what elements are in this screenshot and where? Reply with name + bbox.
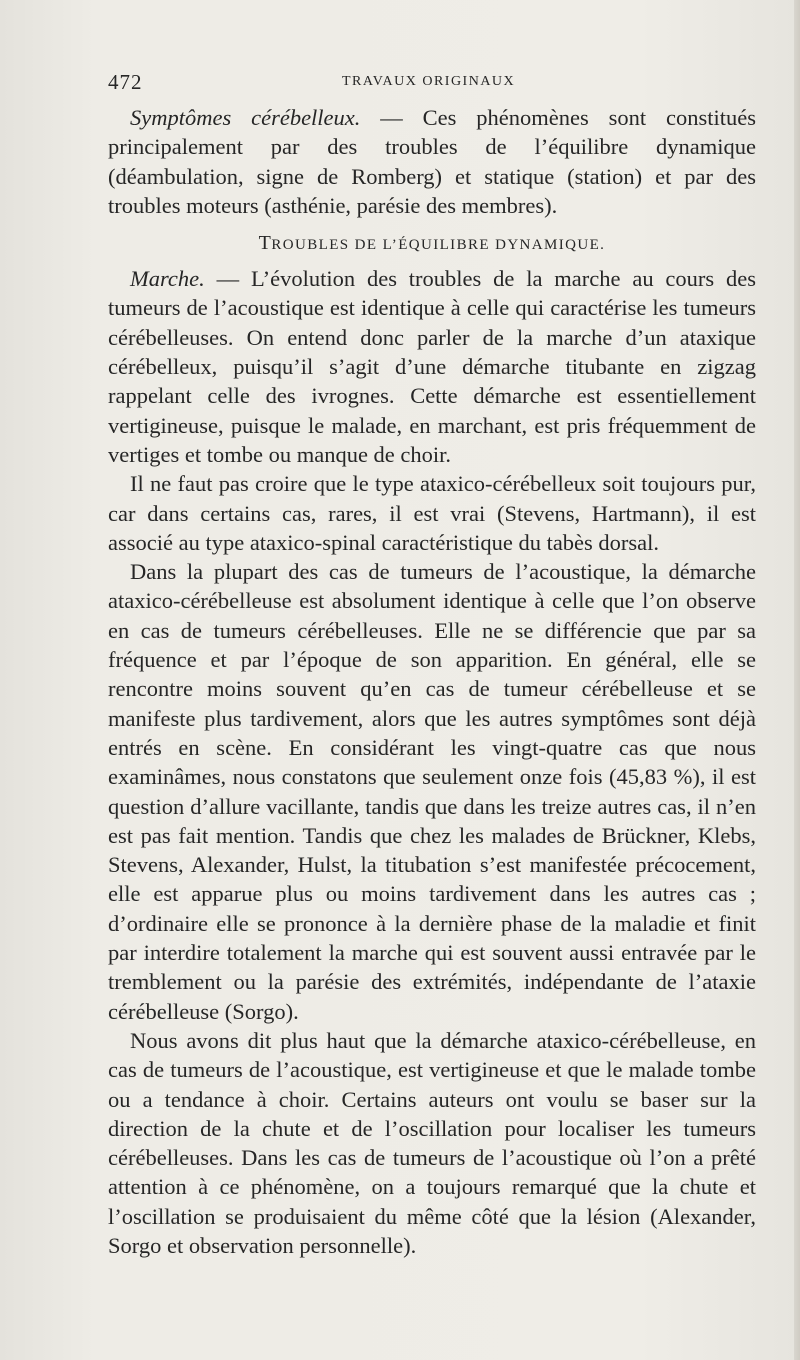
body-text [108, 103, 756, 1260]
paragraph-text-marche: — L’évolution des troubles de la marche au cours des tumeurs de l’acoustique est identique à celle qui caractérise les tumeurs cérébelleuses. On entend donc parler de la marche d’un ataxique cérébelleux, puisqu’il s’agit d’une démarche titubante en zigzag rappelant celle des ivrognes. Cette démarche est essentiellement vertigineuse, puisque le malade, en marchant, est pris fréquemment de vertiges et tombe ou manque de choir. [108, 266, 756, 467]
paragraph-marche [108, 264, 756, 469]
section-heading-initial: T [258, 232, 272, 255]
running-head: TRAVAUX ORIGINAUX [342, 74, 516, 89]
paragraph-lead-marche: Marche. [130, 266, 205, 292]
paragraph-symptomes [108, 103, 756, 220]
paragraph-type-pur: Il ne faut pas croire que le type ataxico-cérébelleux soit toujours pur, car dans certains cas, rares, il est vrai (Stevens, Hartmann), il est associé au type ataxico-spinal caractéristique du tabès dorsal. [108, 471, 756, 555]
page-edge [794, 0, 800, 1360]
page-number: 472 [108, 70, 143, 94]
section-heading-rest: ROUBLES DE L’ÉQUILIBRE DYNAMIQUE. [271, 237, 606, 254]
paragraph-plupart-des-cas: Dans la plupart des cas de tumeurs de l’acoustique, la démarche ataxico-cérébelleuse est absolument identique à celle que l’on observe en cas de tumeurs cérébelleuses. Elle ne se différencie que par sa fréquence et par l’époque de son apparition. En général, elle se rencontre moins souvent qu’en cas de tumeur cérébelleuse et se manifeste plus tardivement, alors que les autres symptômes sont déjà entrés en scène. En considérant les vingt-quatre cas que nous examinâmes, nous constatons que seulement onze fois (45,83 %), il est question d’allure vacillante, tandis que dans les treize autres cas, il n’en est pas fait mention. Tandis que chez les malades de Brückner, Klebs, Stevens, Alexander, Hulst, la titubation s’est manifestée précocement, elle est apparue plus ou moins tardivement dans les autres cas ; d’ordinaire elle se prononce à la dernière phase de la maladie et finit par interdire totalement la marche qui est souvent aussi entravée par le tremblement ou la parésie des extrémités, indépendante de l’ataxie cérébelleuse (Sorgo). [108, 559, 756, 1024]
paragraph-chute-oscillation: Nous avons dit plus haut que la démarche ataxico-cérébelleuse, en cas de tumeurs de l’acoustique, est vertigineuse et que le malade tombe ou a tendance à choir. Certains auteurs ont voulu se baser sur la direction de la chute et de l’oscillation pour localiser les tumeurs cérébelleuses. Dans les cas de tumeurs de l’acoustique où l’on a prêté attention à ce phénomène, on a toujours remarqué que la chute et l’oscillation se produisaient du même côté que la lésion (Alexander, Sorgo et observation personnelle). [108, 1027, 756, 1258]
page-header [108, 70, 758, 94]
paragraph-lead-symptomes: Symptômes cérébelleux. [130, 105, 361, 130]
section-heading [108, 232, 756, 256]
paragraph-text-symptomes: — Ces phénomènes sont constitués principalement par des troubles de l’équilibre dynamique (déambulation, signe de Romberg) et statique (station) et par des troubles moteurs (asthénie, parésie des membres). [108, 105, 756, 218]
